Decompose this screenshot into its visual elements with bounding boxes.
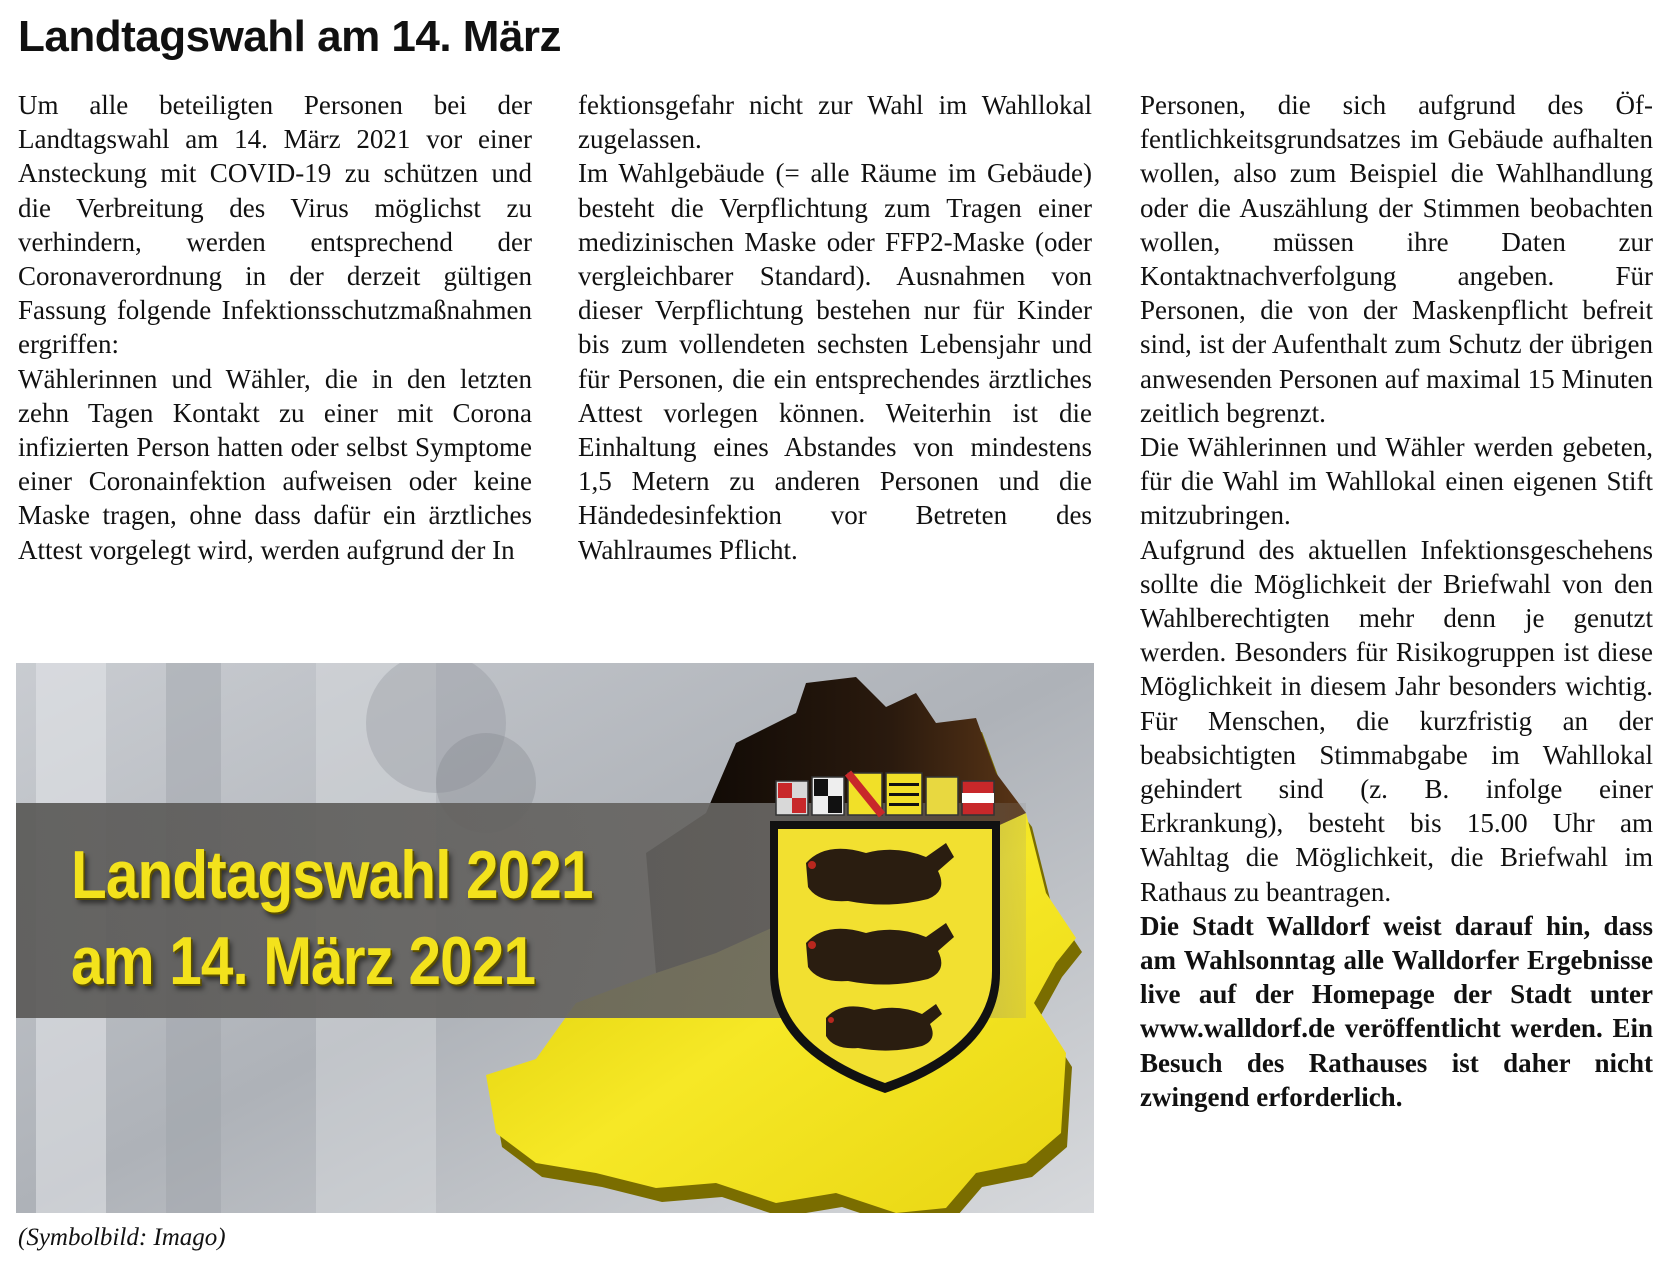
paragraph: Personen, die sich aufgrund des Öffentlichkeitsgrundsatzes im Gebäude aufhalten wollen, also zum Beispiel die Wahlhandlung oder die Auszählung der Stimmen beobachten wollen, müssen ihre Daten zur Kontaktnachverfolgung angeben. Für Personen, die von der Maskenpflicht befreit sind, ist der Aufenthalt zum Schutz der übrigen anwesenden Personen auf maximal 15 Minuten zeitlich begrenzt.	[1140, 90, 1653, 428]
paragraph: fektionsgefahr nicht zur Wahl im Wahllokal zugelassen.	[578, 90, 1092, 155]
text-column-2	[578, 88, 1092, 567]
image-caption: (Symbolbild: Imago)	[18, 1224, 226, 1251]
paragraph: Im Wahlgebäude (= alle Räume im Gebäude) besteht die Verpflichtung zum Tragen einer medizinischen Maske oder FFP2-Maske (oder vergleichbarer Standard). Ausnahmen von dieser Verpflichtung bestehen nur für Kinder bis zum vollendeten sechsten Lebensjahr und für Personen, die ein entsprechendes ärztliches Attest vorlegen können. Weiterhin ist die Einhaltung eines Abstandes von mindestens 1,5 Metern zu anderen Personen und die Händedesinfektion vor Betreten des Wahlraumes Pflicht.	[578, 158, 1092, 565]
paragraph: Wählerinnen und Wähler, die in den letzten zehn Tagen Kontakt zu einer mit Corona infizierten Person hatten oder selbst Symptome einer Coronainfektion aufweisen oder keine Maske tragen, ohne dass dafür ein ärztliches Attest vorgelegt wird, werden aufgrund der In	[18, 363, 532, 565]
text-column-1	[18, 88, 532, 567]
paragraph: Die Wählerinnen und Wähler werden gebeten, für die Wahl im Wahllokal einen eigenen Stift mitzubringen.	[1140, 432, 1653, 531]
paragraph: Aufgrund des aktuellen Infektionsgeschehens sollte die Möglichkeit der Briefwahl von den Wahlberechtigten mehr denn je genutzt werden. Besonders für Risikogruppen ist diese Möglichkeit in diesem Jahr besonders wichtig. Für Menschen, die kurzfristig an der beabsichtigten Stimmabgabe im Wahllokal gehindert sind (z. B. infolge einer Erkrankung), besteht bis 15.00 Uhr am Wahltag die Möglichkeit, die Briefwahl im Rathaus zu beantragen.	[1140, 534, 1653, 907]
paragraph-notice: Die Stadt Walldorf weist darauf hin, dass am Wahlsonntag alle Walldorfer Ergebnisse live auf der Homepage der Stadt unter www.walldorf.de veröffentlicht werden. Ein Besuch des Rathauses ist daher nicht zwingend erforderlich.	[1140, 910, 1653, 1112]
text-column-3	[1140, 88, 1653, 1114]
article-headline: Landtagswahl am 14. März	[18, 12, 562, 61]
paragraph: Um alle beteiligten Personen bei der Landtagswahl am 14. März 2021 vor einer Ansteckung mit COVID-19 zu schützen und die Verbreitung des Virus möglichst zu verhindern, werden entsprechend der Coronaverordnung in der derzeit gültigen Fassung folgende Infektionsschutzmaßnahmen ergriffen:	[18, 90, 532, 360]
election-illustration	[16, 663, 1094, 1213]
banner-title-line-2: am 14. März 2021	[71, 923, 536, 999]
banner-title-line-1: Landtagswahl 2021	[71, 837, 593, 913]
